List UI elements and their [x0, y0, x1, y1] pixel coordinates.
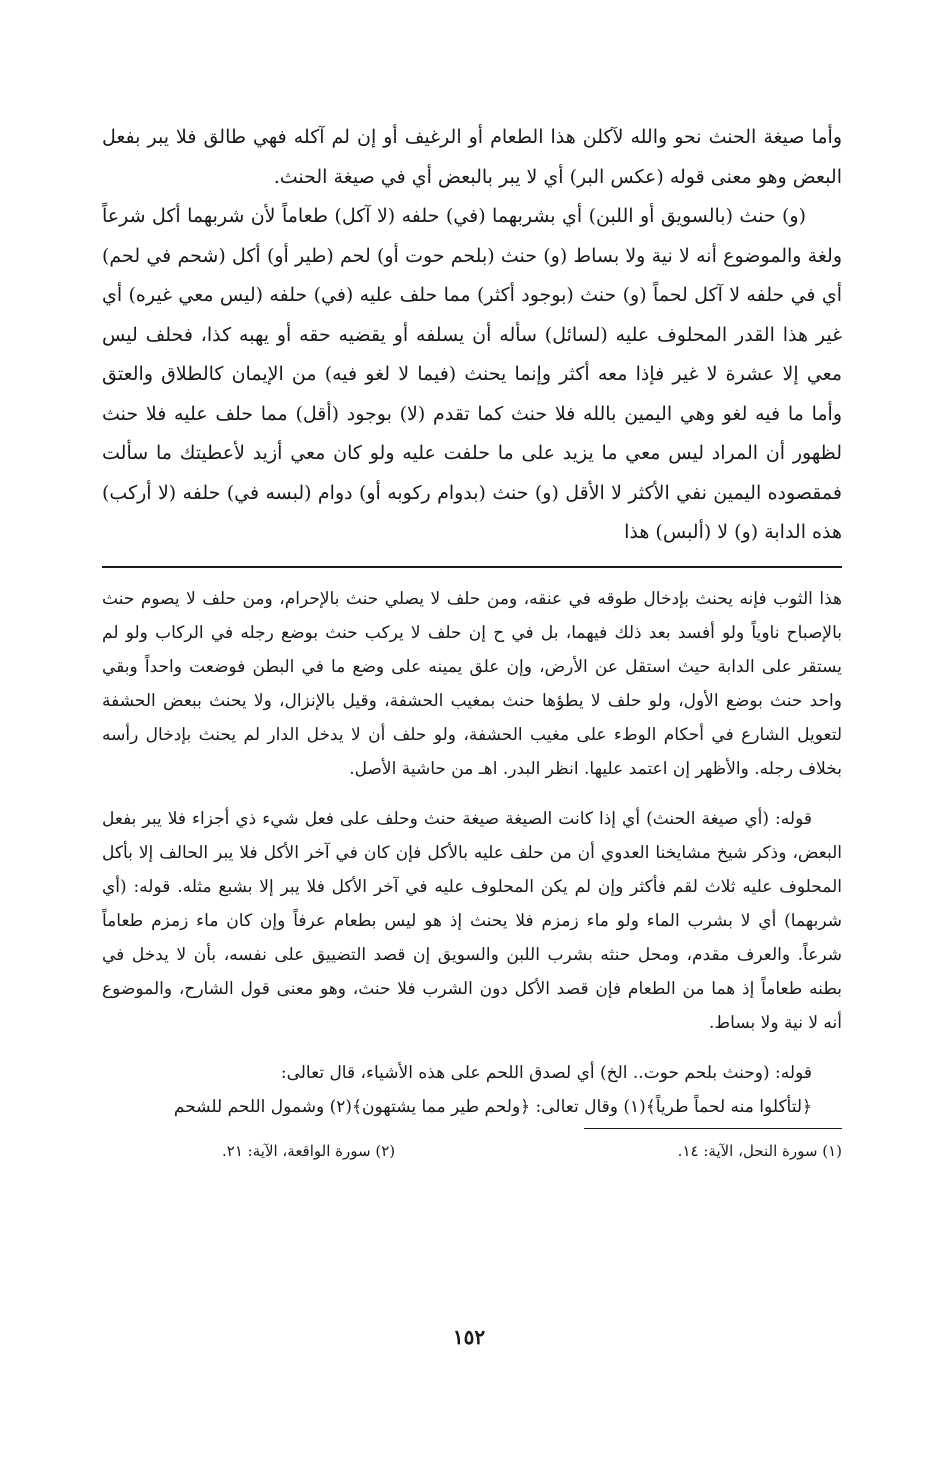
footnote-1: (١) سورة النحل، الآية: ١٤.: [677, 1141, 842, 1160]
footnote-divider: [584, 1128, 842, 1129]
commentary-paragraph-3-line-1: قوله: (وحنث بلحم حوت.. الخ) أي لصدق اللحم على هذه الأشياء، قال تعالى:: [280, 1062, 812, 1083]
page-number: ١٥٢: [452, 1325, 486, 1349]
main-paragraph-2: (و) حنث (بالسويق أو اللبن) أي بشربهما (في) حلفه (لا آكل) طعاماً لأن شربهما أكل شرعاً ولغة والموضوع أنه لا نية ولا بساط (و) حنث (بلحم حوت أو) لحم (طير أو) أكل (شحم في لحم) أي في حلفه لا آكل لحماً (و) حنث (بوجود أكثر) مما حلف عليه (في) حلفه (ليس معي غيره) أي غير هذا القدر المحلوف عليه (لسائل) سأله أن يسلفه أو يقضيه حقه أو يهبه كذا، فحلف ليس معي إلا عشرة لا غير فإذا معه أكثر وإنما يحنث (فيما لا لغو فيه) من الإيمان كالطلاق والعتق وأما ما فيه لغو وهي اليمين بالله فلا حنث كما تقدم (لا) بوجود (أقل) مما حلف عليه فلا حنث لظهور أن المراد ليس معي ما يزيد على ما حلفت عليه ولو كان معي أزيد لأعطيتك ما سألت فمقصوده اليمين نفي الأكثر لا الأقل (و) حنث (بدوام ركوبه أو) دوام (لبسه في) حلفه (لا أركب) هذه الدابة (و) لا (ألبس) هذا: [102, 205, 843, 543]
footnotes: [102, 1139, 842, 1163]
commentary-paragraph-2: قوله: (أي صيغة الحنث) أي إذا كانت الصيغة صيغة حنث وحلف على فعل شيء ذي أجزاء فلا يبر بفعل البعض، وذكر شيخ مشايخنا العدوي أن من حلف عليه بالأكل فإن كان في آخر الأكل فلا يبر الحالف إلا بأكل المحلوف عليه ثلاث لقم فأكثر وإن لم يكن المحلوف عليه في آخر الأكل فلا يبر إلا بشبع مثله. قوله: (أي شربهما) أي لا بشرب الماء ولو ماء زمزم فلا يحنث إذ هو ليس بطعام عرفاً وإن كان ماء زمزم طعاماً شرعاً. والعرف مقدم، ومحل حنثه بشرب اللبن والسويق إن قصد التضييق على نفسه، بأن لا يدخل في بطنه طعاماً إذ هما من الطعام فإن قصد الأكل دون الشرب فلا حنث، وهو معنى قول الشارح، والموضوع أنه لا نية ولا بساط.: [102, 808, 842, 1033]
commentary: [102, 582, 842, 1124]
main-text: [102, 118, 842, 553]
page-content: [102, 118, 842, 1163]
commentary-paragraph-3-line-2: ﴿لتأكلوا منه لحماً طرياً﴾(١) وقال تعالى: ﴿ولحم طير مما يشتهون﴾(٢) وشمول اللحم للشحم: [173, 1096, 812, 1117]
commentary-paragraph-3: [102, 1056, 842, 1124]
footnote-2: (٢) سورة الواقعة، الآية: ٢١.: [222, 1141, 396, 1160]
main-paragraph-1: وأما صيغة الحنث نحو والله لآكلن هذا الطعام أو الرغيف أو إن لم آكله فهي طالق فلا يبر بفعل البعض وهو معنى قوله (عكس البر) أي لا يبر بالبعض أي في صيغة الحنث.: [102, 126, 842, 188]
section-divider: [102, 566, 842, 568]
commentary-paragraph-1: هذا الثوب فإنه يحنث بإدخال طوقه في عنقه، ومن حلف لا يصلي حنث بالإحرام، ومن حلف لا يصوم حنث بالإصباح ناوياً ولو أفسد بعد ذلك فيهما، بل في ح إن حلف لا يركب حنث بوضع رجله في الركاب ولو لم يستقر على الدابة حيث استقل عن الأرض، وإن علق يمينه على وضع ما في البطن فوضعت واحداً وبقي واحد حنث بوضع الأول، ولو حلف لا يطؤها حنث بمغيب الحشفة، وقيل بالإنزال، ولا يحنث ببعض الحشفة لتعويل الشارع في أحكام الوطء على مغيب الحشفة، ولو حلف أن لا يدخل الدار لم يحنث بإدخال رأسه بخلاف رجله. والأظهر إن اعتمد عليها. انظر البدر. اهـ من حاشية الأصل.: [102, 588, 842, 779]
